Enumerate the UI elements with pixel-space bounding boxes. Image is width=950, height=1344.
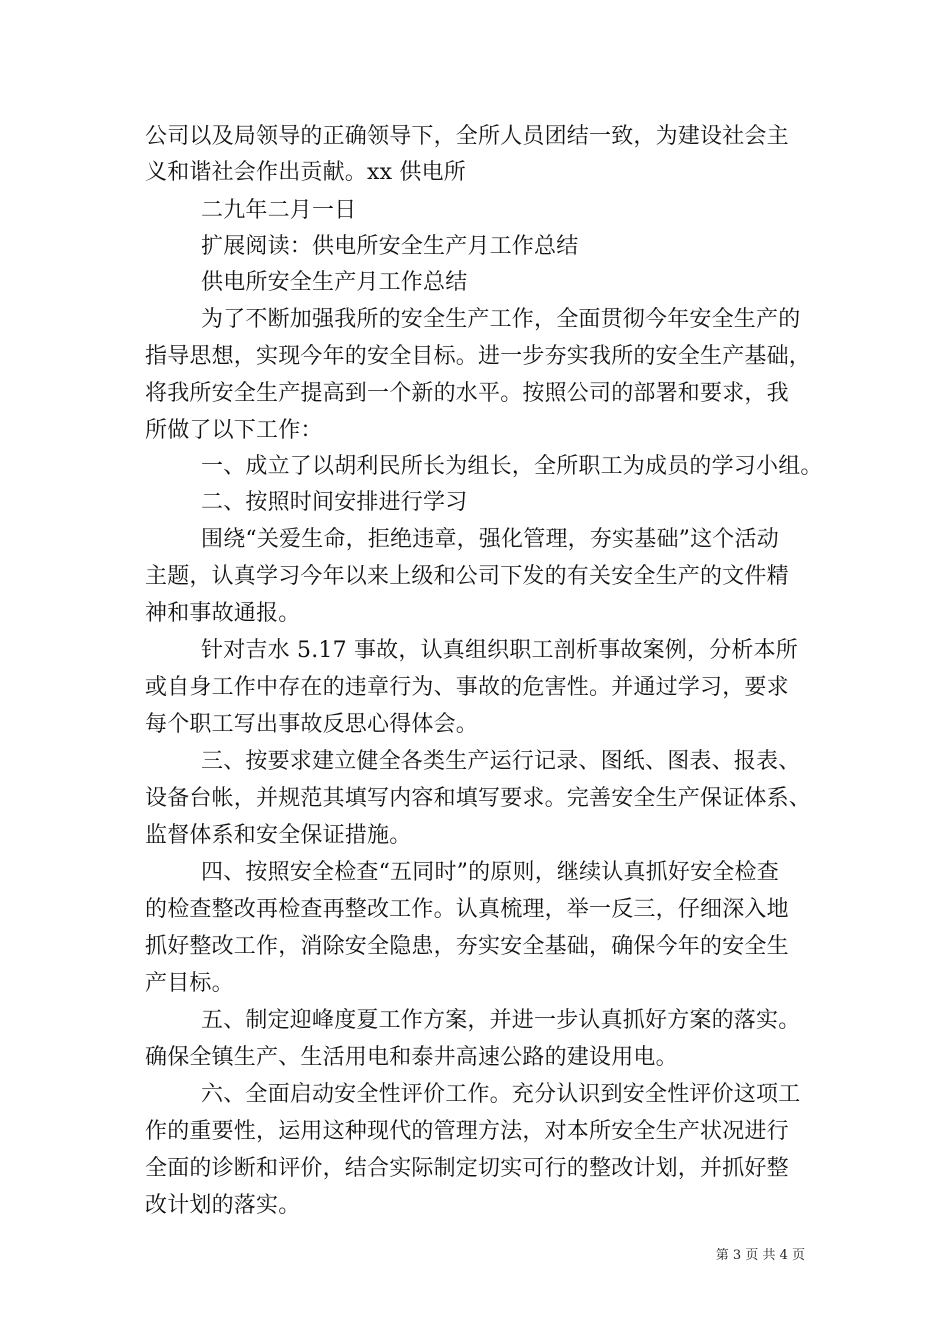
section-title: 供电所安全生产月工作总结 <box>201 270 468 295</box>
text-line: 围绕“关爱生命，拒绝违章，强化管理，夯实基础”这个活动 <box>201 527 779 552</box>
text-line: 神和事故通报。 <box>145 601 301 626</box>
text-line: 设备台帐，并规范其填写内容和填写要求。完善安全生产保证体系、 <box>145 786 812 811</box>
text-line: 主题，认真学习今年以来上级和公司下发的有关安全生产的文件精 <box>145 564 789 589</box>
text-line: 全面的诊断和评价，结合实际制定切实可行的整改计划，并抓好整 <box>145 1156 789 1181</box>
text-line: 作的重要性，运用这种现代的管理方法，对本所安全生产状况进行 <box>145 1119 789 1144</box>
text-line: 二、按照时间安排进行学习 <box>201 490 468 515</box>
text-line: 监督体系和安全保证措施。 <box>145 823 412 848</box>
text-line: 三、按要求建立健全各类生产运行记录、图纸、图表、报表、 <box>201 749 801 774</box>
text-line: 改计划的落实。 <box>145 1193 301 1218</box>
text-line: 所做了以下工作： <box>145 418 323 443</box>
text-line: 公司以及局领导的正确领导下，全所人员团结一致，为建设社会主 <box>145 124 789 149</box>
text-line: 每个职工写出事故反思心得体会。 <box>145 712 479 737</box>
text-line: 针对吉水 5.17 事故，认真组织职工剖析事故案例，分析本所 <box>201 638 798 663</box>
date-line: 二九年二月一日 <box>201 198 357 223</box>
text-line: 的检查整改再检查再整改工作。认真梳理，举一反三，仔细深入地 <box>145 897 789 922</box>
text-line: 确保全镇生产、生活用电和泰井高速公路的建设用电。 <box>145 1045 678 1070</box>
text-line: 为了不断加强我所的安全生产工作，全面贯彻今年安全生产的 <box>201 307 801 332</box>
text-line: 产目标。 <box>145 971 234 996</box>
extended-reading-line: 扩展阅读：供电所安全生产月工作总结 <box>201 234 579 259</box>
text-line: 将我所安全生产提高到一个新的水平。按照公司的部署和要求，我 <box>145 381 789 406</box>
text-line: 或自身工作中存在的违章行为、事故的危害性。并通过学习，要求 <box>145 675 789 700</box>
text-line: 义和谐社会作出贡献。xx 供电所 <box>145 160 467 185</box>
text-line: 六、全面启动安全性评价工作。充分认识到安全性评价这项工 <box>201 1082 801 1107</box>
text-line: 抓好整改工作，消除安全隐患，夯实安全基础，确保今年的安全生 <box>145 934 789 959</box>
text-line: 一、成立了以胡利民所长为组长，全所职工为成员的学习小组。 <box>201 454 823 479</box>
text-line: 五、制定迎峰度夏工作方案，并进一步认真抓好方案的落实。 <box>201 1008 801 1033</box>
page-number: 第 3 页 共 4 页 <box>715 1248 805 1263</box>
text-line: 四、按照安全检查“五同时”的原则，继续认真抓好安全检查 <box>201 860 779 885</box>
text-line: 指导思想，实现今年的安全目标。进一步夯实我所的安全生产基础， <box>145 344 812 369</box>
